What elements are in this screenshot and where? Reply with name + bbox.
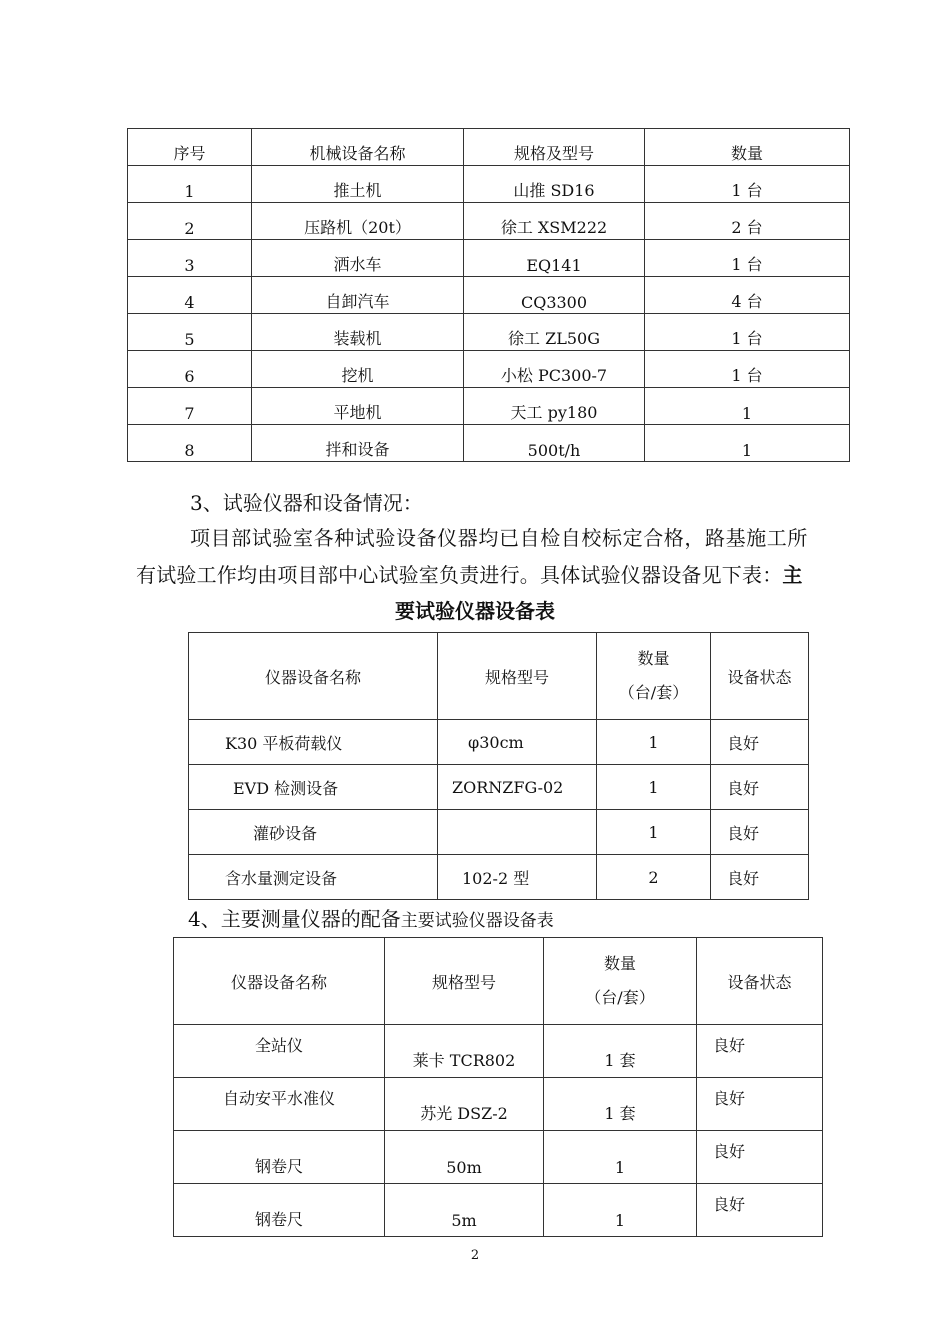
survey-instrument-table: [173, 937, 823, 1237]
table-cell: 良好: [697, 1184, 823, 1237]
table-cell: 全站仪: [174, 1025, 385, 1078]
table-cell: 莱卡 TCR802: [385, 1025, 544, 1078]
table-cell: 天工 py180: [464, 388, 645, 425]
header-qty-unit: （台/套）: [585, 988, 655, 1007]
table-cell: 1: [544, 1131, 697, 1184]
section-4-subtitle: 主要试验仪器设备表: [400, 911, 554, 931]
table-cell: 7: [128, 388, 252, 425]
table-cell: CQ3300: [464, 277, 645, 314]
table-cell: 500t/h: [464, 425, 645, 462]
table-cell: 5m: [385, 1184, 544, 1237]
table-cell: 良好: [697, 1131, 823, 1184]
table-cell: 压路机（20t）: [252, 203, 464, 240]
table-cell: φ30cm: [438, 720, 597, 765]
table-cell: 钢卷尺: [174, 1131, 385, 1184]
table-cell: 1: [645, 388, 850, 425]
header-cell: 设备状态: [697, 938, 823, 1025]
table-cell: 小松 PC300-7: [464, 351, 645, 388]
paragraph-line-2: [136, 559, 803, 588]
table-cell: 山推 SD16: [464, 166, 645, 203]
header-cell: 机械设备名称: [252, 129, 464, 166]
table-row: [189, 720, 809, 765]
header-cell: 仪器设备名称: [174, 938, 385, 1025]
table-cell: 1: [597, 810, 711, 855]
table-cell: 2: [597, 855, 711, 900]
table-row: [128, 240, 850, 277]
machinery-table: [127, 128, 850, 462]
paragraph-line-1: 项目部试验室各种试验设备仪器均已自检自校标定合格，路基施工所: [190, 526, 808, 550]
header-cell: 规格及型号: [464, 129, 645, 166]
header-qty-unit: （台/套）: [618, 683, 689, 702]
table-cell: 灌砂设备: [189, 810, 438, 855]
header-cell-quantity: [544, 938, 697, 1025]
paragraph-bold-tail: 主: [782, 563, 803, 587]
table-cell: EQ141: [464, 240, 645, 277]
header-cell-quantity: [597, 633, 711, 720]
table-header-row: [128, 129, 850, 166]
table-cell: 良好: [697, 1078, 823, 1131]
table-cell: 挖机: [252, 351, 464, 388]
table-cell: 装载机: [252, 314, 464, 351]
table-cell: 自卸汽车: [252, 277, 464, 314]
table-cell: 良好: [697, 1025, 823, 1078]
table-row: [128, 314, 850, 351]
table-cell: 6: [128, 351, 252, 388]
table-cell: 自动安平水准仪: [174, 1078, 385, 1131]
header-cell: 序号: [128, 129, 252, 166]
table-cell: 1 台: [645, 314, 850, 351]
table-cell: 1 台: [645, 240, 850, 277]
table-cell: 1: [645, 425, 850, 462]
table-cell: 3: [128, 240, 252, 277]
table-cell: 4 台: [645, 277, 850, 314]
header-qty-line: 数量: [637, 649, 670, 668]
table-cell: [438, 810, 597, 855]
table-cell: 1 台: [645, 166, 850, 203]
table-row: [174, 1131, 823, 1184]
table-cell: 1: [597, 720, 711, 765]
table-row: [189, 855, 809, 900]
table-cell: 含水量测定设备: [189, 855, 438, 900]
table-row: [128, 425, 850, 462]
header-cell: 数量: [645, 129, 850, 166]
table-header-row: [189, 633, 809, 720]
table-cell: 1 套: [544, 1078, 697, 1131]
table-row: [189, 765, 809, 810]
table-cell: 苏光 DSZ-2: [385, 1078, 544, 1131]
table-cell: 良好: [711, 855, 809, 900]
table-cell: 1: [128, 166, 252, 203]
table-row: [128, 351, 850, 388]
table-cell: 拌和设备: [252, 425, 464, 462]
table-row: [128, 203, 850, 240]
table-cell: 2 台: [645, 203, 850, 240]
table-row: [128, 388, 850, 425]
table-cell: K30 平板荷载仪: [189, 720, 438, 765]
table-title: 要试验仪器设备表: [395, 599, 555, 623]
table-row: [128, 277, 850, 314]
header-cell: 规格型号: [438, 633, 597, 720]
header-cell: 仪器设备名称: [189, 633, 438, 720]
table-cell: EVD 检测设备: [189, 765, 438, 810]
table-cell: 102-2 型: [438, 855, 597, 900]
table-cell: 良好: [711, 720, 809, 765]
paragraph-text: 有试验工作均由项目部中心试验室负责进行。具体试验仪器设备见下表：: [136, 563, 783, 587]
page-number: 2: [470, 1248, 480, 1263]
section-4-heading: [188, 903, 554, 932]
table-cell: 平地机: [252, 388, 464, 425]
section-3-heading: 3、试验仪器和设备情况：: [190, 491, 423, 515]
table-cell: 推土机: [252, 166, 464, 203]
table-row: [189, 810, 809, 855]
table-row: [128, 166, 850, 203]
table-cell: 徐工 ZL50G: [464, 314, 645, 351]
table-cell: 8: [128, 425, 252, 462]
table-cell: 良好: [711, 765, 809, 810]
header-cell: 规格型号: [385, 938, 544, 1025]
section-4-title: 4、主要测量仪器的配备: [188, 907, 401, 931]
table-cell: 1: [544, 1184, 697, 1237]
table-cell: 钢卷尺: [174, 1184, 385, 1237]
table-cell: 2: [128, 203, 252, 240]
table-cell: 徐工 XSM222: [464, 203, 645, 240]
table-row: [174, 1025, 823, 1078]
table-header-row: [174, 938, 823, 1025]
table-row: [174, 1184, 823, 1237]
table-cell: 5: [128, 314, 252, 351]
table-cell: 1: [597, 765, 711, 810]
table-cell: 良好: [711, 810, 809, 855]
header-cell: 设备状态: [711, 633, 809, 720]
table-row: [174, 1078, 823, 1131]
table-cell: ZORNZFG-02: [438, 765, 597, 810]
table-cell: 50m: [385, 1131, 544, 1184]
table-cell: 1 套: [544, 1025, 697, 1078]
header-qty-line: 数量: [603, 954, 636, 973]
table-cell: 1 台: [645, 351, 850, 388]
table-cell: 4: [128, 277, 252, 314]
table-cell: 洒水车: [252, 240, 464, 277]
test-instrument-table: [188, 632, 809, 900]
